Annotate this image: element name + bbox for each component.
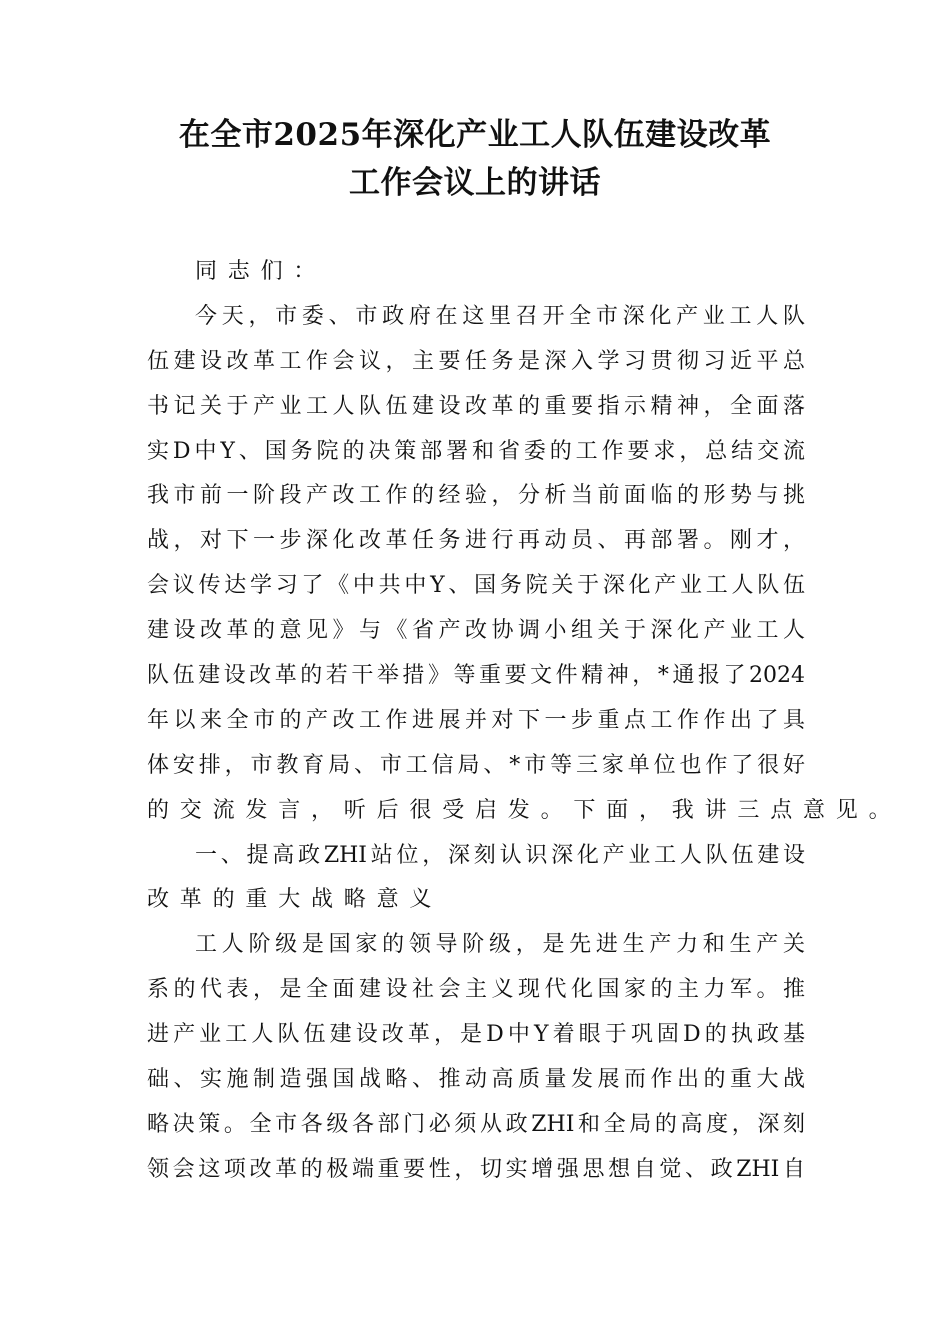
body-line: 我市前一阶段产改工作的经验，分析当前面临的形势与挑: [147, 483, 805, 509]
body-line: 伍建设改革工作会议，主要任务是深入学习贯彻习近平总: [147, 348, 805, 374]
body-line: 系的代表，是全面建设社会主义现代化国家的主力军。推: [147, 977, 805, 1003]
body-line: 略决策。全市各级各部门必须从政ZHI和全局的高度，深刻: [147, 1111, 805, 1137]
section-heading-line: 改革的重大战略意义: [147, 887, 443, 913]
document-title-line-1: 在全市2025年深化产业工人队伍建设改革: [178, 117, 772, 153]
body-line: 书记关于产业工人队伍建设改革的重要指示精神，全面落: [147, 393, 805, 419]
body-line: 进产业工人队伍建设改革，是D中Y着眼于巩固D的执政基: [147, 1022, 805, 1048]
body-line: 队伍建设改革的若干举措》等重要文件精神，*通报了2024: [147, 663, 805, 689]
section-heading-line: 一、提高政ZHI站位，深刻认识深化产业工人队伍建设: [195, 842, 805, 868]
body-line: 战，对下一步深化改革任务进行再动员、再部署。刚才，: [147, 528, 805, 554]
body-line: 年以来全市的产改工作进展并对下一步重点工作作出了具: [147, 707, 805, 733]
salutation: 同志们：: [195, 259, 327, 284]
body-line: 领会这项改革的极端重要性，切实增强思想自觉、政ZHI自: [147, 1156, 805, 1182]
body-line: 今天，市委、市政府在这里召开全市深化产业工人队: [195, 303, 805, 329]
document-body: [147, 250, 902, 1193]
body-line: 会议传达学习了《中共中Y、国务院关于深化产业工人队伍: [147, 573, 805, 599]
body-line: 体安排，市教育局、市工信局、*市等三家单位也作了很好: [147, 752, 805, 778]
body-line: 工人阶级是国家的领导阶级，是先进生产力和生产关: [195, 932, 805, 958]
body-line: 建设改革的意见》与《省产改协调小组关于深化产业工人: [147, 618, 805, 644]
body-line: 的交流发言，听后很受启发。下面，我讲三点意见。: [147, 797, 902, 823]
body-line: 础、实施制造强国战略、推动高质量发展而作出的重大战: [147, 1067, 805, 1093]
document-title-line-2: 工作会议上的讲话: [349, 165, 601, 201]
body-line: 实D中Y、国务院的决策部署和省委的工作要求，总结交流: [147, 438, 805, 464]
